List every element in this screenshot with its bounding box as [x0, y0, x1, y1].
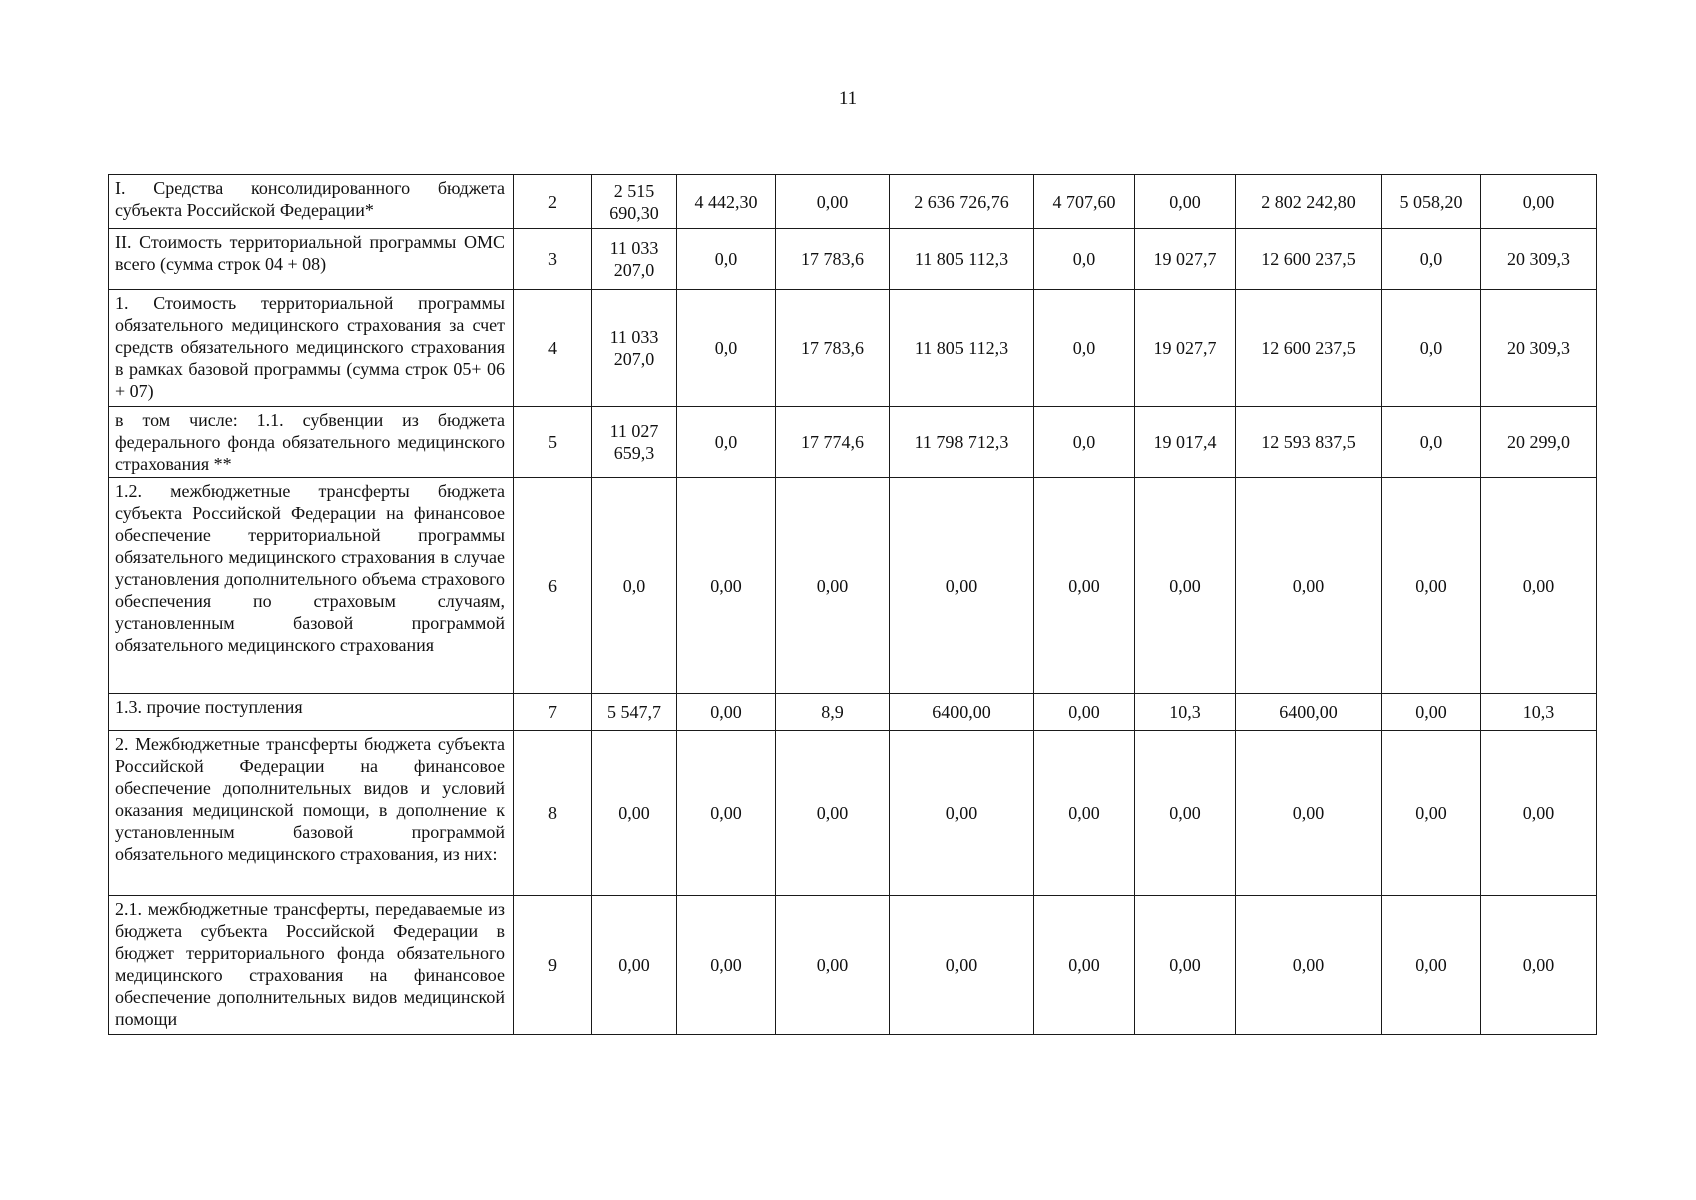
value-cell: 11 033 207,0 — [592, 290, 677, 407]
value-cell: 0,00 — [1135, 731, 1236, 896]
value-cell: 11 798 712,3 — [890, 407, 1034, 478]
row-name-cell: 2.1. межбюджетные трансферты, передаваемые из бюджета субъекта Российской Федерации в бюджет территориального фонда обязательного медицинского страхования на финансовое обеспечение дополнительных видов медицинской помощи — [109, 896, 514, 1035]
value-cell: 0,00 — [1135, 478, 1236, 694]
value-cell: 0,00 — [776, 175, 890, 229]
value-cell: 12 600 237,5 — [1236, 229, 1382, 290]
table-row — [109, 896, 1597, 1035]
line-number-cell: 4 — [514, 290, 592, 407]
value-cell: 0,00 — [1135, 896, 1236, 1035]
value-cell: 0,00 — [677, 694, 776, 731]
value-cell: 8,9 — [776, 694, 890, 731]
value-cell: 0,00 — [1236, 896, 1382, 1035]
value-cell: 12 593 837,5 — [1236, 407, 1382, 478]
value-cell: 0,00 — [1034, 478, 1135, 694]
line-number-cell: 9 — [514, 896, 592, 1035]
value-cell: 0,00 — [677, 478, 776, 694]
table-row — [109, 407, 1597, 478]
table-row — [109, 694, 1597, 731]
value-cell: 6400,00 — [890, 694, 1034, 731]
value-cell: 0,00 — [890, 731, 1034, 896]
value-cell: 0,00 — [1236, 731, 1382, 896]
value-cell: 0,0 — [1034, 229, 1135, 290]
row-name-cell: в том числе: 1.1. субвенции из бюджета федерального фонда обязательного медицинского страхования ** — [109, 407, 514, 478]
value-cell: 0,0 — [592, 478, 677, 694]
value-cell: 0,0 — [677, 290, 776, 407]
value-cell: 11 033 207,0 — [592, 229, 677, 290]
value-cell: 2 636 726,76 — [890, 175, 1034, 229]
value-cell: 20 309,3 — [1481, 229, 1597, 290]
value-cell: 0,00 — [1382, 896, 1481, 1035]
value-cell: 0,00 — [592, 731, 677, 896]
value-cell: 0,0 — [677, 407, 776, 478]
value-cell: 0,0 — [677, 229, 776, 290]
value-cell: 0,00 — [1382, 731, 1481, 896]
value-cell: 0,00 — [1382, 694, 1481, 731]
table-row — [109, 478, 1597, 694]
value-cell: 0,00 — [1135, 175, 1236, 229]
value-cell: 0,00 — [776, 478, 890, 694]
line-number-cell: 8 — [514, 731, 592, 896]
value-cell: 19 027,7 — [1135, 229, 1236, 290]
value-cell: 2 802 242,80 — [1236, 175, 1382, 229]
value-cell: 0,00 — [1034, 896, 1135, 1035]
value-cell: 5 547,7 — [592, 694, 677, 731]
row-name-cell: I. Средства консолидированного бюджета субъекта Российской Федерации* — [109, 175, 514, 229]
value-cell: 0,00 — [776, 731, 890, 896]
budget-table — [108, 174, 1597, 1035]
value-cell: 0,0 — [1382, 290, 1481, 407]
value-cell: 0,00 — [677, 731, 776, 896]
value-cell: 10,3 — [1135, 694, 1236, 731]
value-cell: 0,0 — [1034, 290, 1135, 407]
value-cell: 19 017,4 — [1135, 407, 1236, 478]
value-cell: 0,00 — [677, 896, 776, 1035]
value-cell: 12 600 237,5 — [1236, 290, 1382, 407]
value-cell: 0,00 — [890, 478, 1034, 694]
row-name-cell: 1. Стоимость территориальной программы обязательного медицинского страхования за счет средств обязательного медицинского страхования в рамках базовой программы (сумма строк 05+ 06 + 07) — [109, 290, 514, 407]
line-number-cell: 3 — [514, 229, 592, 290]
line-number-cell: 6 — [514, 478, 592, 694]
row-name-cell: 2. Межбюджетные трансферты бюджета субъекта Российской Федерации на финансовое обеспечение дополнительных видов и условий оказания медицинской помощи, в дополнение к установленным базовой программой обязательного медицинского страхования, из них: — [109, 731, 514, 896]
value-cell: 11 805 112,3 — [890, 229, 1034, 290]
value-cell: 4 442,30 — [677, 175, 776, 229]
row-name-cell: II. Стоимость территориальной программы ОМС всего (сумма строк 04 + 08) — [109, 229, 514, 290]
value-cell: 0,00 — [592, 896, 677, 1035]
table-row — [109, 175, 1597, 229]
table-row — [109, 731, 1597, 896]
value-cell: 0,00 — [1382, 478, 1481, 694]
table-row — [109, 290, 1597, 407]
value-cell: 0,00 — [1481, 478, 1597, 694]
value-cell: 0,00 — [890, 896, 1034, 1035]
value-cell: 0,00 — [1034, 731, 1135, 896]
value-cell: 17 774,6 — [776, 407, 890, 478]
value-cell: 4 707,60 — [1034, 175, 1135, 229]
value-cell: 11 027 659,3 — [592, 407, 677, 478]
value-cell: 17 783,6 — [776, 229, 890, 290]
row-name-cell: 1.2. межбюджетные трансферты бюджета субъекта Российской Федерации на финансовое обеспечение территориальной программы обязательного медицинского страхования в случае установления дополнительного объема страхового обеспечения по страховым случаям, установленным базовой программой обязательного медицинского страхования — [109, 478, 514, 694]
value-cell: 20 299,0 — [1481, 407, 1597, 478]
value-cell: 19 027,7 — [1135, 290, 1236, 407]
value-cell: 2 515 690,30 — [592, 175, 677, 229]
value-cell: 10,3 — [1481, 694, 1597, 731]
value-cell: 0,00 — [1034, 694, 1135, 731]
line-number-cell: 5 — [514, 407, 592, 478]
value-cell: 5 058,20 — [1382, 175, 1481, 229]
page-number: 11 — [838, 88, 858, 109]
value-cell: 0,00 — [1481, 175, 1597, 229]
value-cell: 0,00 — [776, 896, 890, 1035]
value-cell: 20 309,3 — [1481, 290, 1597, 407]
value-cell: 17 783,6 — [776, 290, 890, 407]
value-cell: 0,0 — [1382, 407, 1481, 478]
value-cell: 0,0 — [1034, 407, 1135, 478]
line-number-cell: 2 — [514, 175, 592, 229]
value-cell: 11 805 112,3 — [890, 290, 1034, 407]
row-name-cell: 1.3. прочие поступления — [109, 694, 514, 731]
line-number-cell: 7 — [514, 694, 592, 731]
value-cell: 0,00 — [1481, 731, 1597, 896]
value-cell: 0,00 — [1481, 896, 1597, 1035]
value-cell: 0,00 — [1236, 478, 1382, 694]
value-cell: 6400,00 — [1236, 694, 1382, 731]
table-row — [109, 229, 1597, 290]
value-cell: 0,0 — [1382, 229, 1481, 290]
